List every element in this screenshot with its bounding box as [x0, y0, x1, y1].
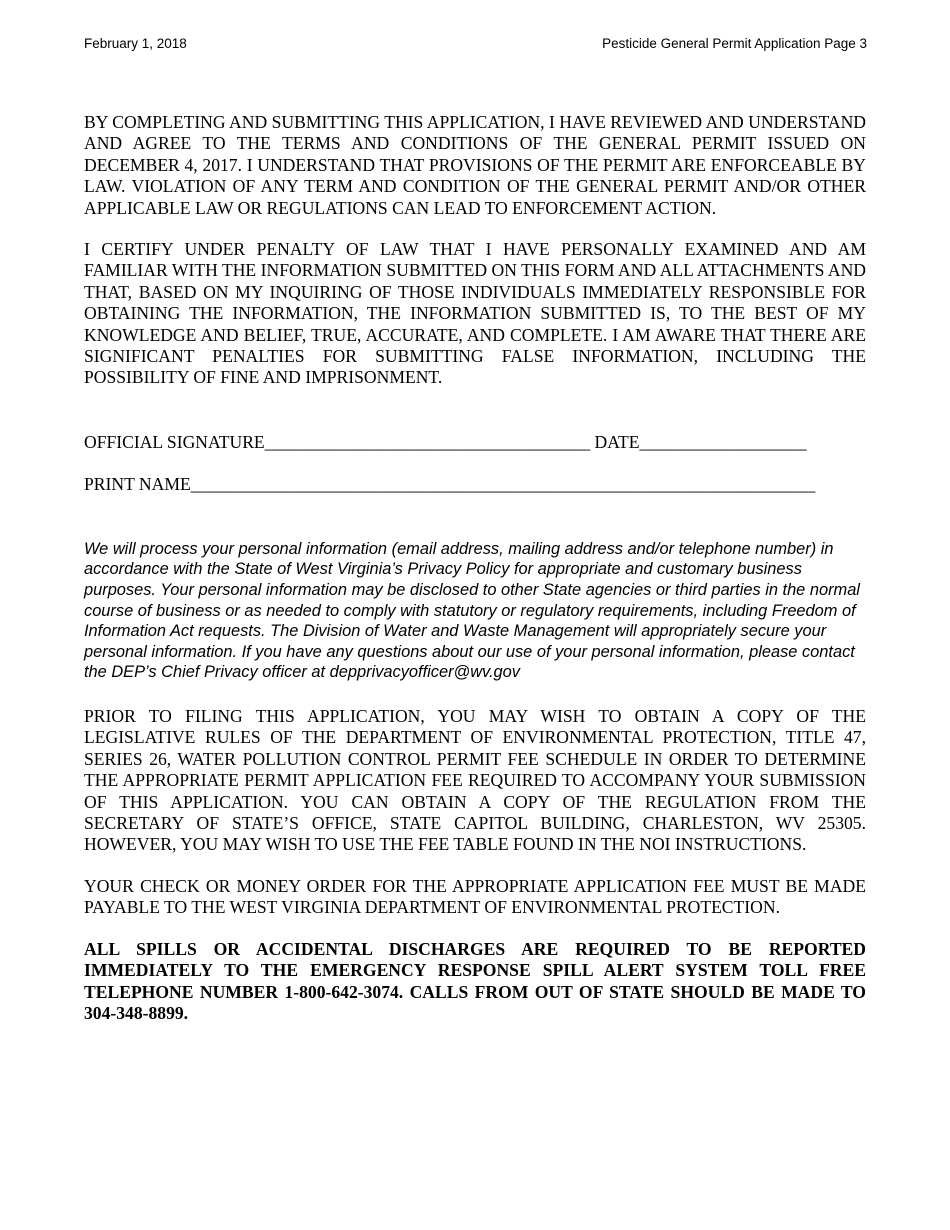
header-page-title: Pesticide General Permit Application Page 3: [602, 36, 867, 51]
official-signature-date-line: OFFICIAL SIGNATURE_____________________________________ DATE___________________: [84, 431, 807, 452]
document-body: [84, 112, 866, 1024]
privacy-notice: We will process your personal information (email address, mailing address and/or telephone number) in accordance with the State of West Virginia’s Privacy Policy for appropriate and customary business purposes. Your personal information may be disclosed to other State agencies or third parties in the normal course of business or as needed to comply with statutory or regulatory requirements, including Freedom of Information Act requests. The Division of Water and Waste Management will appropriately secure your personal information. If you have any questions about our use of your personal information, please contact the DEP’s Chief Privacy officer at depprivacyofficer@wv.gov: [84, 539, 860, 682]
fee-schedule-paragraph: PRIOR TO FILING THIS APPLICATION, YOU MAY WISH TO OBTAIN A COPY OF THE LEGISLATIVE RULES OF THE DEPARTMENT OF ENVIRONMENTAL PROTECTION, TITLE 47, SERIES 26, WATER POLLUTION CONTROL PERMIT FEE SCHEDULE IN ORDER TO DETERMINE THE APPROPRIATE PERMIT APPLICATION FEE REQUIRED TO ACCOMPANY YOUR SUBMISSION OF THIS APPLICATION. YOU CAN OBTAIN A COPY OF THE REGULATION FROM THE SECRETARY OF STATE’S OFFICE, STATE CAPITOL BUILDING, CHARLESTON, WV 25305. HOWEVER, YOU MAY WISH TO USE THE FEE TABLE FOUND IN THE NOI INSTRUCTIONS.: [84, 706, 866, 855]
header-date: February 1, 2018: [84, 36, 187, 51]
payment-paragraph: YOUR CHECK OR MONEY ORDER FOR THE APPROPRIATE APPLICATION FEE MUST BE MADE PAYABLE TO THE WEST VIRGINIA DEPARTMENT OF ENVIRONMENTAL PROTECTION.: [84, 875, 866, 918]
page-header: [84, 34, 867, 54]
print-name-line: PRINT NAME_______________________________________________________________________: [84, 473, 816, 494]
spill-reporting-paragraph: ALL SPILLS OR ACCIDENTAL DISCHARGES ARE REQUIRED TO BE REPORTED IMMEDIATELY TO THE EMERGENCY RESPONSE SPILL ALERT SYSTEM TOLL FREE TELEPHONE NUMBER 1-800-642-3074. CALLS FROM OUT OF STATE SHOULD BE MADE TO 304-348-8899.: [84, 938, 866, 1023]
certification-paragraph: I CERTIFY UNDER PENALTY OF LAW THAT I HAVE PERSONALLY EXAMINED AND AM FAMILIAR WITH THE INFORMATION SUBMITTED ON THIS FORM AND ALL ATTACHMENTS AND THAT, BASED ON MY INQUIRING OF THOSE INDIVIDUALS IMMEDIATELY RESPONSIBLE FOR OBTAINING THE INFORMATION, THE INFORMATION SUBMITTED IS, TO THE BEST OF MY KNOWLEDGE AND BELIEF, TRUE, ACCURATE, AND COMPLETE. I AM AWARE THAT THERE ARE SIGNIFICANT PENALTIES FOR SUBMITTING FALSE INFORMATION, INCLUDING THE POSSIBILITY OF FINE AND IMPRISONMENT.: [84, 239, 866, 388]
agreement-paragraph: BY COMPLETING AND SUBMITTING THIS APPLICATION, I HAVE REVIEWED AND UNDERSTAND AND AGREE TO THE TERMS AND CONDITIONS OF THE GENERAL PERMIT ISSUED ON DECEMBER 4, 2017. I UNDERSTAND THAT PROVISIONS OF THE PERMIT ARE ENFORCEABLE BY LAW. VIOLATION OF ANY TERM AND CONDITION OF THE GENERAL PERMIT AND/OR OTHER APPLICABLE LAW OR REGULATIONS CAN LEAD TO ENFORCEMENT ACTION.: [84, 112, 866, 218]
